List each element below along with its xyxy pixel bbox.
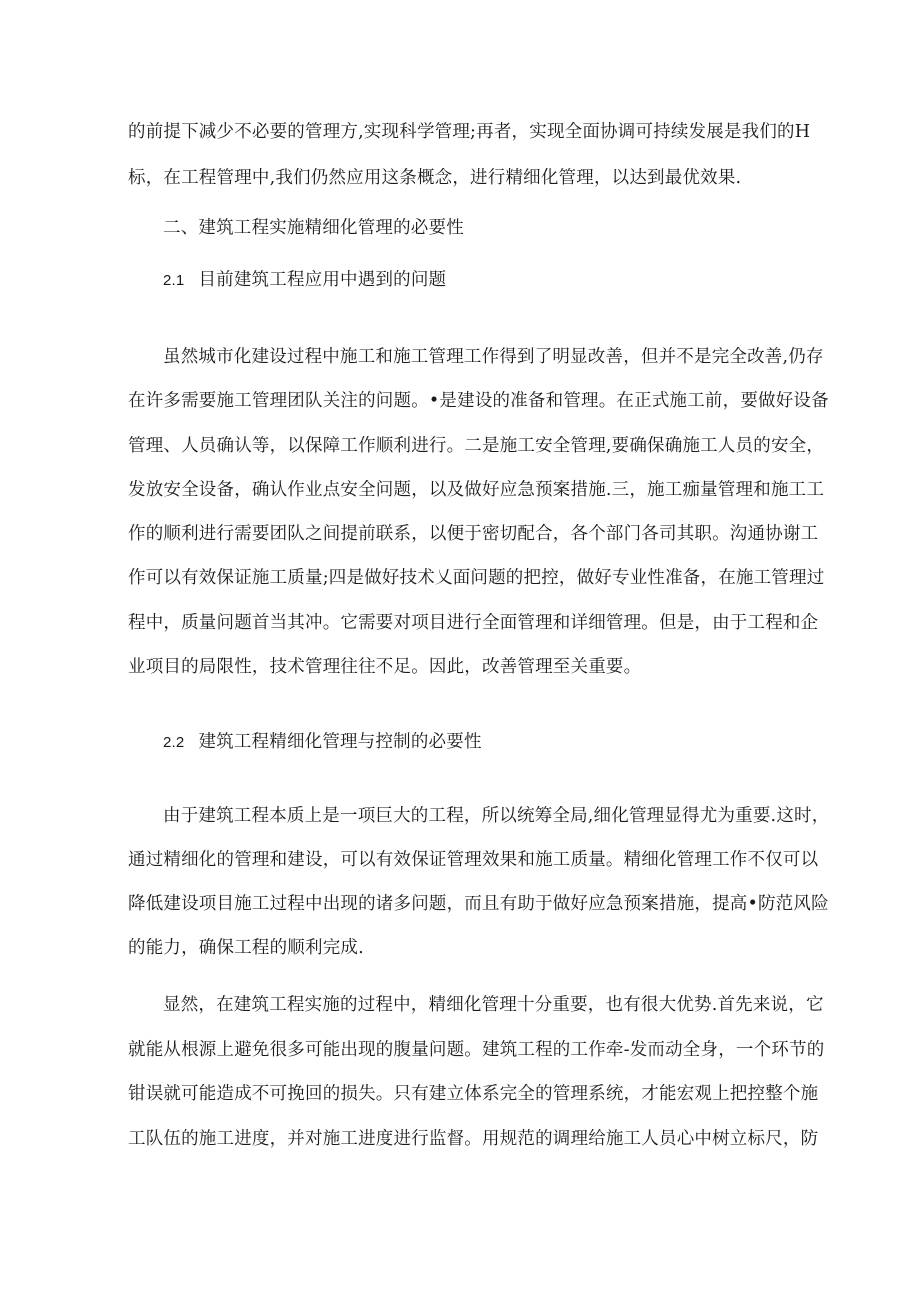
subsection-2-2-heading	[163, 730, 482, 755]
subsection-2-1-number: 2.1	[163, 272, 185, 289]
subsection-2-1-title: 目前建筑工程应用中遇到的问题	[198, 270, 447, 290]
para-2-1-line-4: 发放安全设备，确认作业点安全问题，以及做好应急预案措施.三，施工痂量管理和施工工	[128, 480, 825, 500]
para-2-2b-line-3: 钳误就可能造成不可挽回的损失。只有建立体系完全的管理系统，才能宏观上把控整个施	[128, 1084, 819, 1104]
subsection-2-2-title: 建筑工程精细化管理与控制的必要性	[198, 732, 482, 752]
para-2-1-line-7: 程中，质量问题首当其冲。它需要对项目进行全面管理和详细管理。但是，由于工程和企	[128, 613, 819, 633]
para-2-1-line-2: 在许多需要施工管理团队关注的问题。•是建设的准备和管理。在正式施工前，要做好设备	[128, 391, 829, 411]
para-2-1-line-5: 作的顺利进行需要团队之间提前联系，以便于密切配合，各个部门各司其职。沟通协谢工	[128, 524, 819, 544]
para-2-1-line-1: 虽然城市化建设过程中施工和施工管理工作得到了明显改善，但并不是完全改善,仍存	[163, 347, 824, 367]
para-2-2a-line-3: 降低建设项目施工过程中出现的诸多问题，而且有助于做好应急预案措施，提高•防范风险	[128, 894, 829, 914]
para-2-1-line-8: 业项目的局限性，技术管理往往不足。因此，改善管理至关重要。	[128, 657, 642, 677]
para-2-2b-line-2: 就能从根源上避免很多可能出现的腹量问题。建筑工程的工作牵-发而动全身，一个环节的	[128, 1040, 825, 1060]
para-2-2a-line-2: 通过精细化的管理和建设，可以有效保证管理效果和施工质量。精细化管理工作不仅可以	[128, 850, 819, 870]
para-2-2a-line-4: 的能力，确保工程的顺利完成.	[128, 938, 364, 958]
subsection-2-2-number: 2.2	[163, 734, 185, 751]
para-2-1-line-6: 作可以有效保证施工质量;四是做好技术乂面问题的把控，做好专业性准备，在施工管理过	[128, 568, 825, 588]
intro-line-2: 标，在工程管理中,我们仍然应用这条概念，进行精细化管理，以达到最优效果.	[128, 168, 742, 188]
subsection-2-1-heading	[163, 268, 446, 293]
para-2-1-line-3: 管理、人员确认等，以保障工作顺利进行。二是施工安全管理,要确保确施工人员的安全，	[128, 436, 825, 456]
para-2-2b-line-4: 工队伍的施工进度，并对施工进度进行监督。用规范的调理给施工人员心中树立标尺，防	[128, 1129, 819, 1149]
para-2-2a-line-1: 由于建筑工程本质上是一项巨大的工程，所以统筹全局,细化管理显得尤为重要.这时，	[163, 806, 830, 826]
para-2-2b-line-1: 显然，在建筑工程实施的过程中，精细化管理十分重要，也有很大优势.首先来说，它	[163, 995, 824, 1015]
section-two-title: 二、建筑工程实施精细化管理的必要性	[163, 218, 464, 238]
intro-line-1: 的前提下减少不必要的管理方,实现科学管理;再者，实现全面协调可持续发展是我们的H	[128, 122, 811, 142]
